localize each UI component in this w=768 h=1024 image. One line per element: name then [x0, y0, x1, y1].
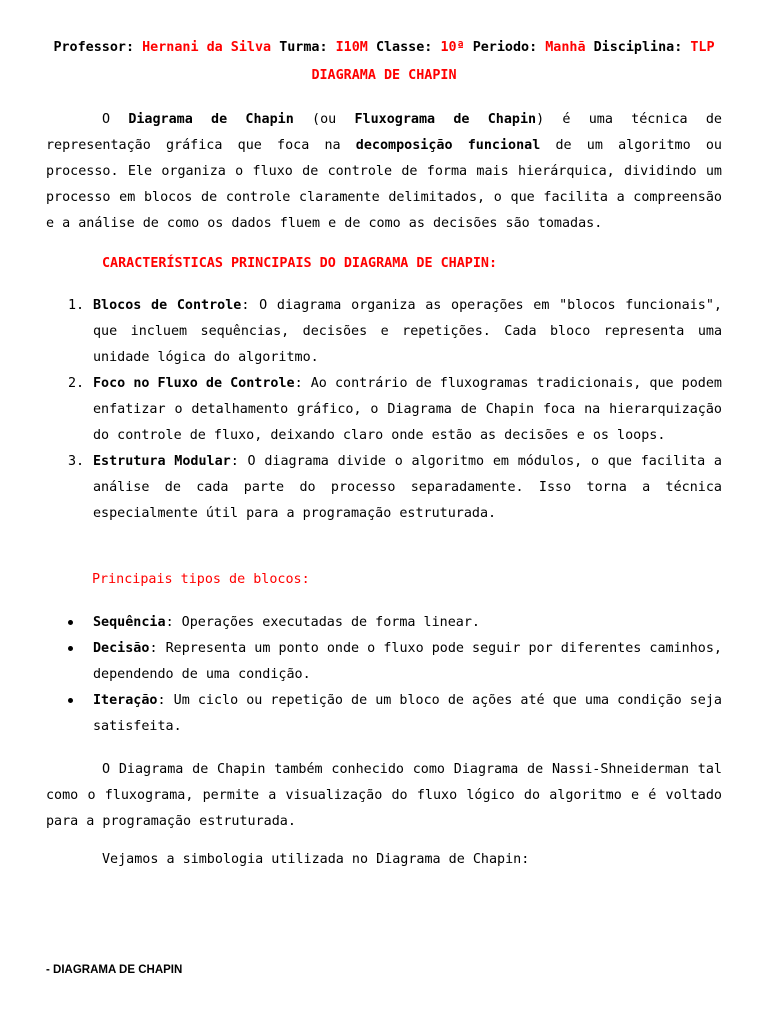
intro-text-4: de um algoritmo ou processo. Ele organiza o fluxo de controle de forma mais hierárquica, dividindo um processo em blocos de controle claramente delimitados, o que facilita a compreensão e a análise de como os dados fluem e de como as decisões são tomadas. — [46, 138, 722, 231]
intro-term-functional-decomposition: decomposição funcional — [355, 138, 541, 153]
classe-label: Classe: — [375, 40, 433, 55]
block-types-list — [46, 610, 722, 740]
document-header — [0, 40, 768, 55]
list-item-term: Blocos de Controle — [93, 298, 242, 313]
list-item — [46, 636, 722, 688]
bullet-icon — [68, 646, 73, 651]
document-title: DIAGRAMA DE CHAPIN — [311, 68, 457, 83]
list-item-text: : O diagrama divide o algoritmo em módulos, o que facilita a análise de cada parte do processo separadamente. Isso torna a técnica especialmente útil para a programação estruturada. — [93, 454, 722, 521]
intro-text-2: (ou — [293, 112, 355, 127]
list-item — [46, 293, 722, 371]
list-number: 1. — [68, 298, 85, 313]
list-item-term: Sequência — [93, 615, 166, 630]
list-item-term: Foco no Fluxo de Controle — [93, 376, 295, 391]
intro-term-chapin-flowchart: Fluxograma de Chapin — [354, 112, 537, 127]
list-item-term: Iteração — [93, 693, 158, 708]
section-title-characteristics: CARACTERÍSTICAS PRINCIPAIS DO DIAGRAMA DE CHAPIN: — [102, 256, 498, 271]
intro-paragraph — [46, 107, 722, 237]
turma-value: I10M — [335, 40, 368, 55]
list-item — [46, 688, 722, 740]
classe-value: 10ª — [440, 40, 465, 55]
section-title-block-types: Principais tipos de blocos: — [92, 572, 310, 587]
bullet-icon — [68, 698, 73, 703]
bullet-icon — [68, 620, 73, 625]
symbology-intro-paragraph: Vejamos a simbologia utilizada no Diagrama de Chapin: — [102, 852, 530, 867]
intro-text-3: ) é uma técnica de representação gráfica que foca na — [46, 112, 722, 153]
intro-term-chapin-diagram: Diagrama de Chapin — [128, 112, 294, 127]
periodo-value: Manhã — [545, 40, 586, 55]
list-item-term: Estrutura Modular — [93, 454, 231, 469]
list-number: 2. — [68, 376, 85, 391]
professor-label: Professor: — [53, 40, 135, 55]
list-item-text: : Ao contrário de fluxogramas tradicionais, que podem enfatizar o detalhamento gráfico, o Diagrama de Chapin foca na hierarquização do controle de fluxo, deixando claro onde estão as decisões e os loops. — [93, 376, 722, 443]
characteristics-list — [46, 293, 722, 527]
disciplina-value: TLP — [690, 40, 715, 55]
list-item-text: : O diagrama organiza as operações em "blocos funcionais", que incluem sequências, decisões e repetições. Cada bloco representa uma unidade lógica do algoritmo. — [93, 298, 722, 365]
list-item-text: : Representa um ponto onde o fluxo pode seguir por diferentes caminhos, dependendo de uma condição. — [93, 641, 722, 682]
list-item — [46, 449, 722, 527]
list-number: 3. — [68, 454, 85, 469]
footer-heading: - DIAGRAMA DE CHAPIN — [46, 964, 183, 976]
professor-value: Hernani da Silva — [142, 40, 272, 55]
nassi-shneiderman-paragraph: O Diagrama de Chapin também conhecido como Diagrama de Nassi-Shneiderman tal como o fluxograma, permite a visualização do fluxo lógico do algoritmo e é voltado para a programação estruturada. — [46, 762, 722, 829]
disciplina-label: Disciplina: — [593, 40, 683, 55]
list-item-term: Decisão — [93, 641, 150, 656]
list-item-text: : Um ciclo ou repetição de um bloco de ações até que uma condição seja satisfeita. — [93, 693, 722, 734]
list-item — [46, 610, 722, 636]
intro-text-1: O — [102, 112, 129, 127]
periodo-label: Periodo: — [472, 40, 538, 55]
list-item — [46, 371, 722, 449]
list-item-text: : Operações executadas de forma linear. — [165, 615, 480, 630]
turma-label: Turma: — [279, 40, 328, 55]
